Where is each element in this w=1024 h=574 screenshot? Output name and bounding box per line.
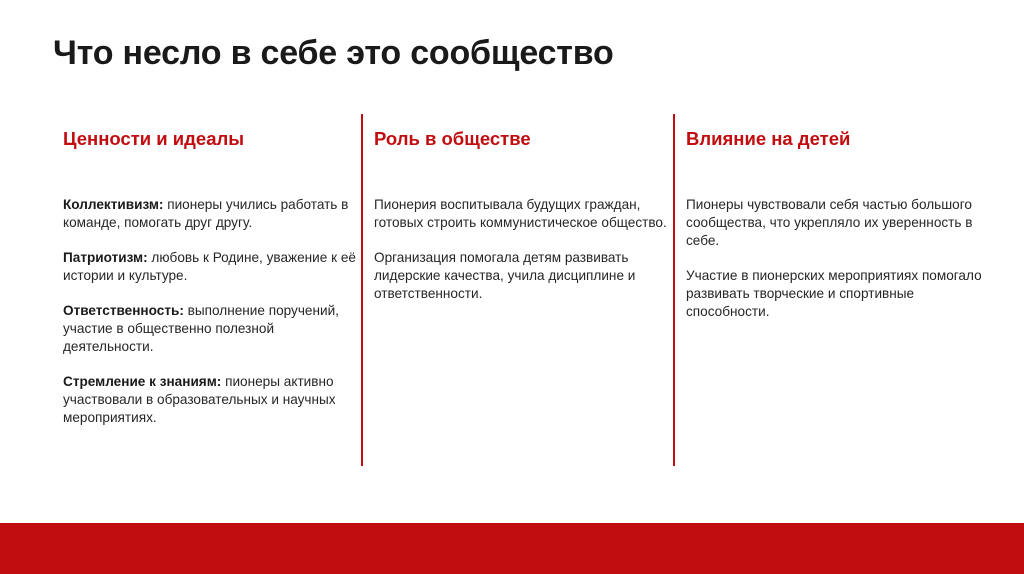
page-title: Что несло в себе это сообщество	[53, 34, 614, 72]
term-label: Патриотизм:	[63, 250, 148, 265]
column-heading: Влияние на детей	[686, 128, 851, 149]
column-divider	[361, 114, 363, 466]
paragraph-text: Пионерия воспитывала будущих граждан, готовых строить коммунистическое общество.	[374, 197, 667, 230]
column-heading: Ценности и идеалы	[63, 128, 245, 149]
term-text: выполнение поручений, участие в общественно полезной деятельности.	[63, 303, 339, 354]
column-heading: Роль в обществе	[374, 128, 531, 149]
term-text: любовь к Родине, уважение к её истории и культуре.	[63, 250, 356, 283]
paragraph-responsibility	[63, 302, 363, 356]
paragraph-text: Участие в пионерских мероприятиях помогало развивать творческие и спортивные способности.	[686, 268, 982, 319]
term-label: Стремление к знаниям:	[63, 374, 222, 389]
footer-bar	[0, 523, 1024, 574]
column-society-role	[374, 128, 674, 320]
term-label: Ответственность:	[63, 303, 184, 318]
paragraph-text: Организация помогала детям развивать лидерские качества, учила дисциплине и ответственности.	[374, 250, 636, 301]
paragraph-text: Пионеры чувствовали себя частью большого сообщества, что укрепляло их уверенность в себе.	[686, 197, 973, 248]
column-divider	[673, 114, 675, 466]
paragraph-patriotism	[63, 249, 363, 285]
paragraph-collectivism	[63, 196, 363, 232]
term-text: пионеры активно участвовали в образовательных и научных мероприятиях.	[63, 374, 336, 425]
column-values	[63, 128, 363, 444]
paragraph-knowledge	[63, 373, 363, 427]
term-text: пионеры учились работать в команде, помогать друг другу.	[63, 197, 349, 230]
term-label: Коллективизм:	[63, 197, 164, 212]
column-influence-on-children	[686, 128, 986, 338]
